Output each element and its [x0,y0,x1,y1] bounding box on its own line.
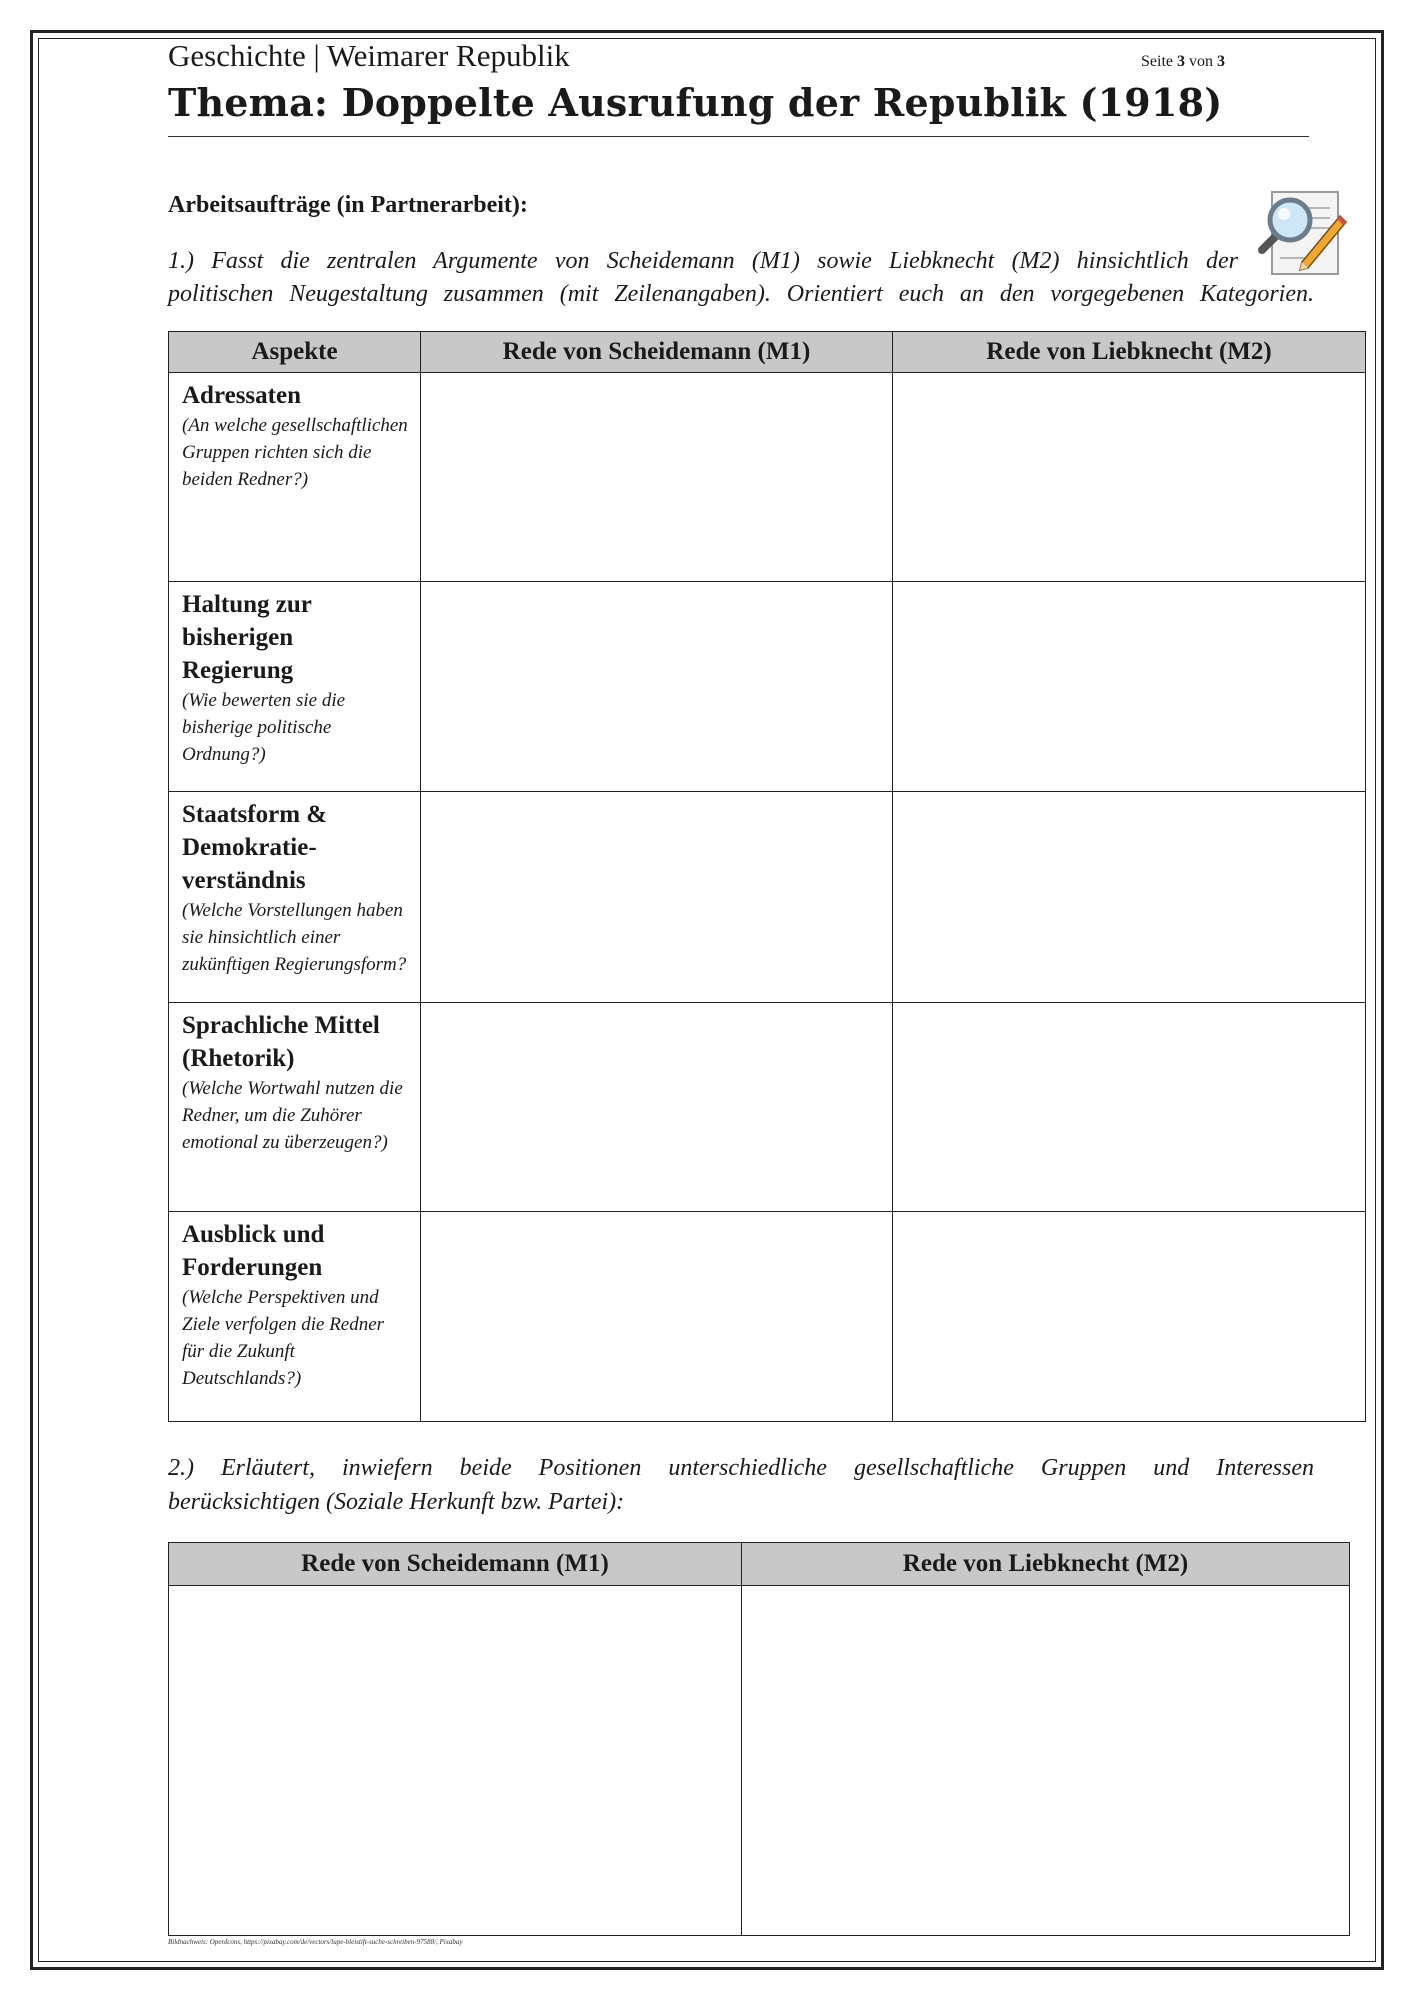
answer-cell-liebknecht[interactable] [742,1586,1350,1936]
answer-cell-scheidemann[interactable] [421,1212,893,1422]
header-aspects: Aspekte [169,332,421,373]
aspect-title: Adressaten [182,382,301,409]
aspect-title: Sprachliche Mittel (Rhetorik) [182,1012,380,1072]
table-header-row [169,332,1366,373]
answer-cell-liebknecht[interactable] [893,582,1366,792]
aspect-hint: (Welche Perspektiven und Ziele verfolgen die Redner für die Zukunft Deutschlands?) [182,1287,385,1389]
aspect-title: Ausblick und Forderungen [182,1221,325,1281]
task-1-line-1: 1.) Fasst die zentralen Argumente von Scheidemann (M1) sowie Liebknecht (M2) hinsichtlich der [168,248,1238,274]
task-2-line-1: 2.) Erläutert, inwiefern beide Positionen unterschiedliche gesellschaftliche Gruppen und Interessen [168,1455,1314,1481]
answer-cell-liebknecht[interactable] [893,792,1366,1003]
page-of: von [1189,53,1213,70]
header-divider [168,136,1309,137]
header-liebknecht: Rede von Liebknecht (M2) [742,1543,1350,1586]
answer-cell-scheidemann[interactable] [421,373,893,582]
aspect-cell [169,792,421,1003]
answer-cell-scheidemann[interactable] [421,582,893,792]
table-row [169,1003,1366,1212]
answer-cell-scheidemann[interactable] [421,1003,893,1212]
header-liebknecht: Rede von Liebknecht (M2) [893,332,1366,373]
table-row [169,792,1366,1003]
table-row [169,373,1366,582]
aspect-cell [169,1212,421,1422]
header-scheidemann: Rede von Scheidemann (M1) [421,332,893,373]
aspects-table [168,331,1366,1422]
page-title: Thema: Doppelte Ausrufung der Republik (1918) [168,80,1223,125]
aspect-title: Staatsform & Demokratie-verständnis [182,801,328,894]
aspect-hint: (Welche Vorstellungen haben sie hinsichtlich einer zukünftigen Regierungsform? [182,900,407,975]
table-row [169,1586,1350,1936]
page-label: Seite [1141,53,1173,70]
answer-cell-liebknecht[interactable] [893,373,1366,582]
table-header-row [169,1543,1350,1586]
header-scheidemann: Rede von Scheidemann (M1) [169,1543,742,1586]
aspect-hint: (Wie bewerten sie die bisherige politische Ordnung?) [182,690,346,765]
aspect-cell [169,1003,421,1212]
answer-cell-liebknecht[interactable] [893,1003,1366,1212]
answer-cell-scheidemann[interactable] [169,1586,742,1936]
magnifier-pencil-icon [1258,186,1348,282]
aspect-cell [169,582,421,792]
page-number [1141,53,1225,71]
task-1-line-2: politischen Neugestaltung zusammen (mit Zeilenangaben). Orientiert euch an den vorgegebenen Kategorien. [168,281,1314,307]
page-current: 3 [1177,53,1185,70]
answer-cell-scheidemann[interactable] [421,792,893,1003]
table-row [169,1212,1366,1422]
aspect-cell [169,373,421,582]
table-row [169,582,1366,792]
aspect-hint: (An welche gesellschaftlichen Gruppen richten sich die beiden Redner?) [182,415,408,490]
interests-table [168,1542,1350,1936]
tasks-heading: Arbeitsaufträge (in Partnerarbeit): [168,192,528,218]
task-2-line-2: berücksichtigen (Soziale Herkunft bzw. Partei): [168,1489,625,1515]
page-total: 3 [1217,53,1225,70]
subject-line: Geschichte | Weimarer Republik [168,38,570,73]
aspect-hint: (Welche Wortwahl nutzen die Redner, um die Zuhörer emotional zu überzeugen?) [182,1078,403,1153]
image-credit: Bildnachweis: OpenIcons, https://pixabay.com/de/vectors/lupe-bleistift-suche-schreiben-97588/, Pixabay [168,1938,463,1946]
aspect-title: Haltung zur bisherigen Regierung [182,591,312,684]
answer-cell-liebknecht[interactable] [893,1212,1366,1422]
